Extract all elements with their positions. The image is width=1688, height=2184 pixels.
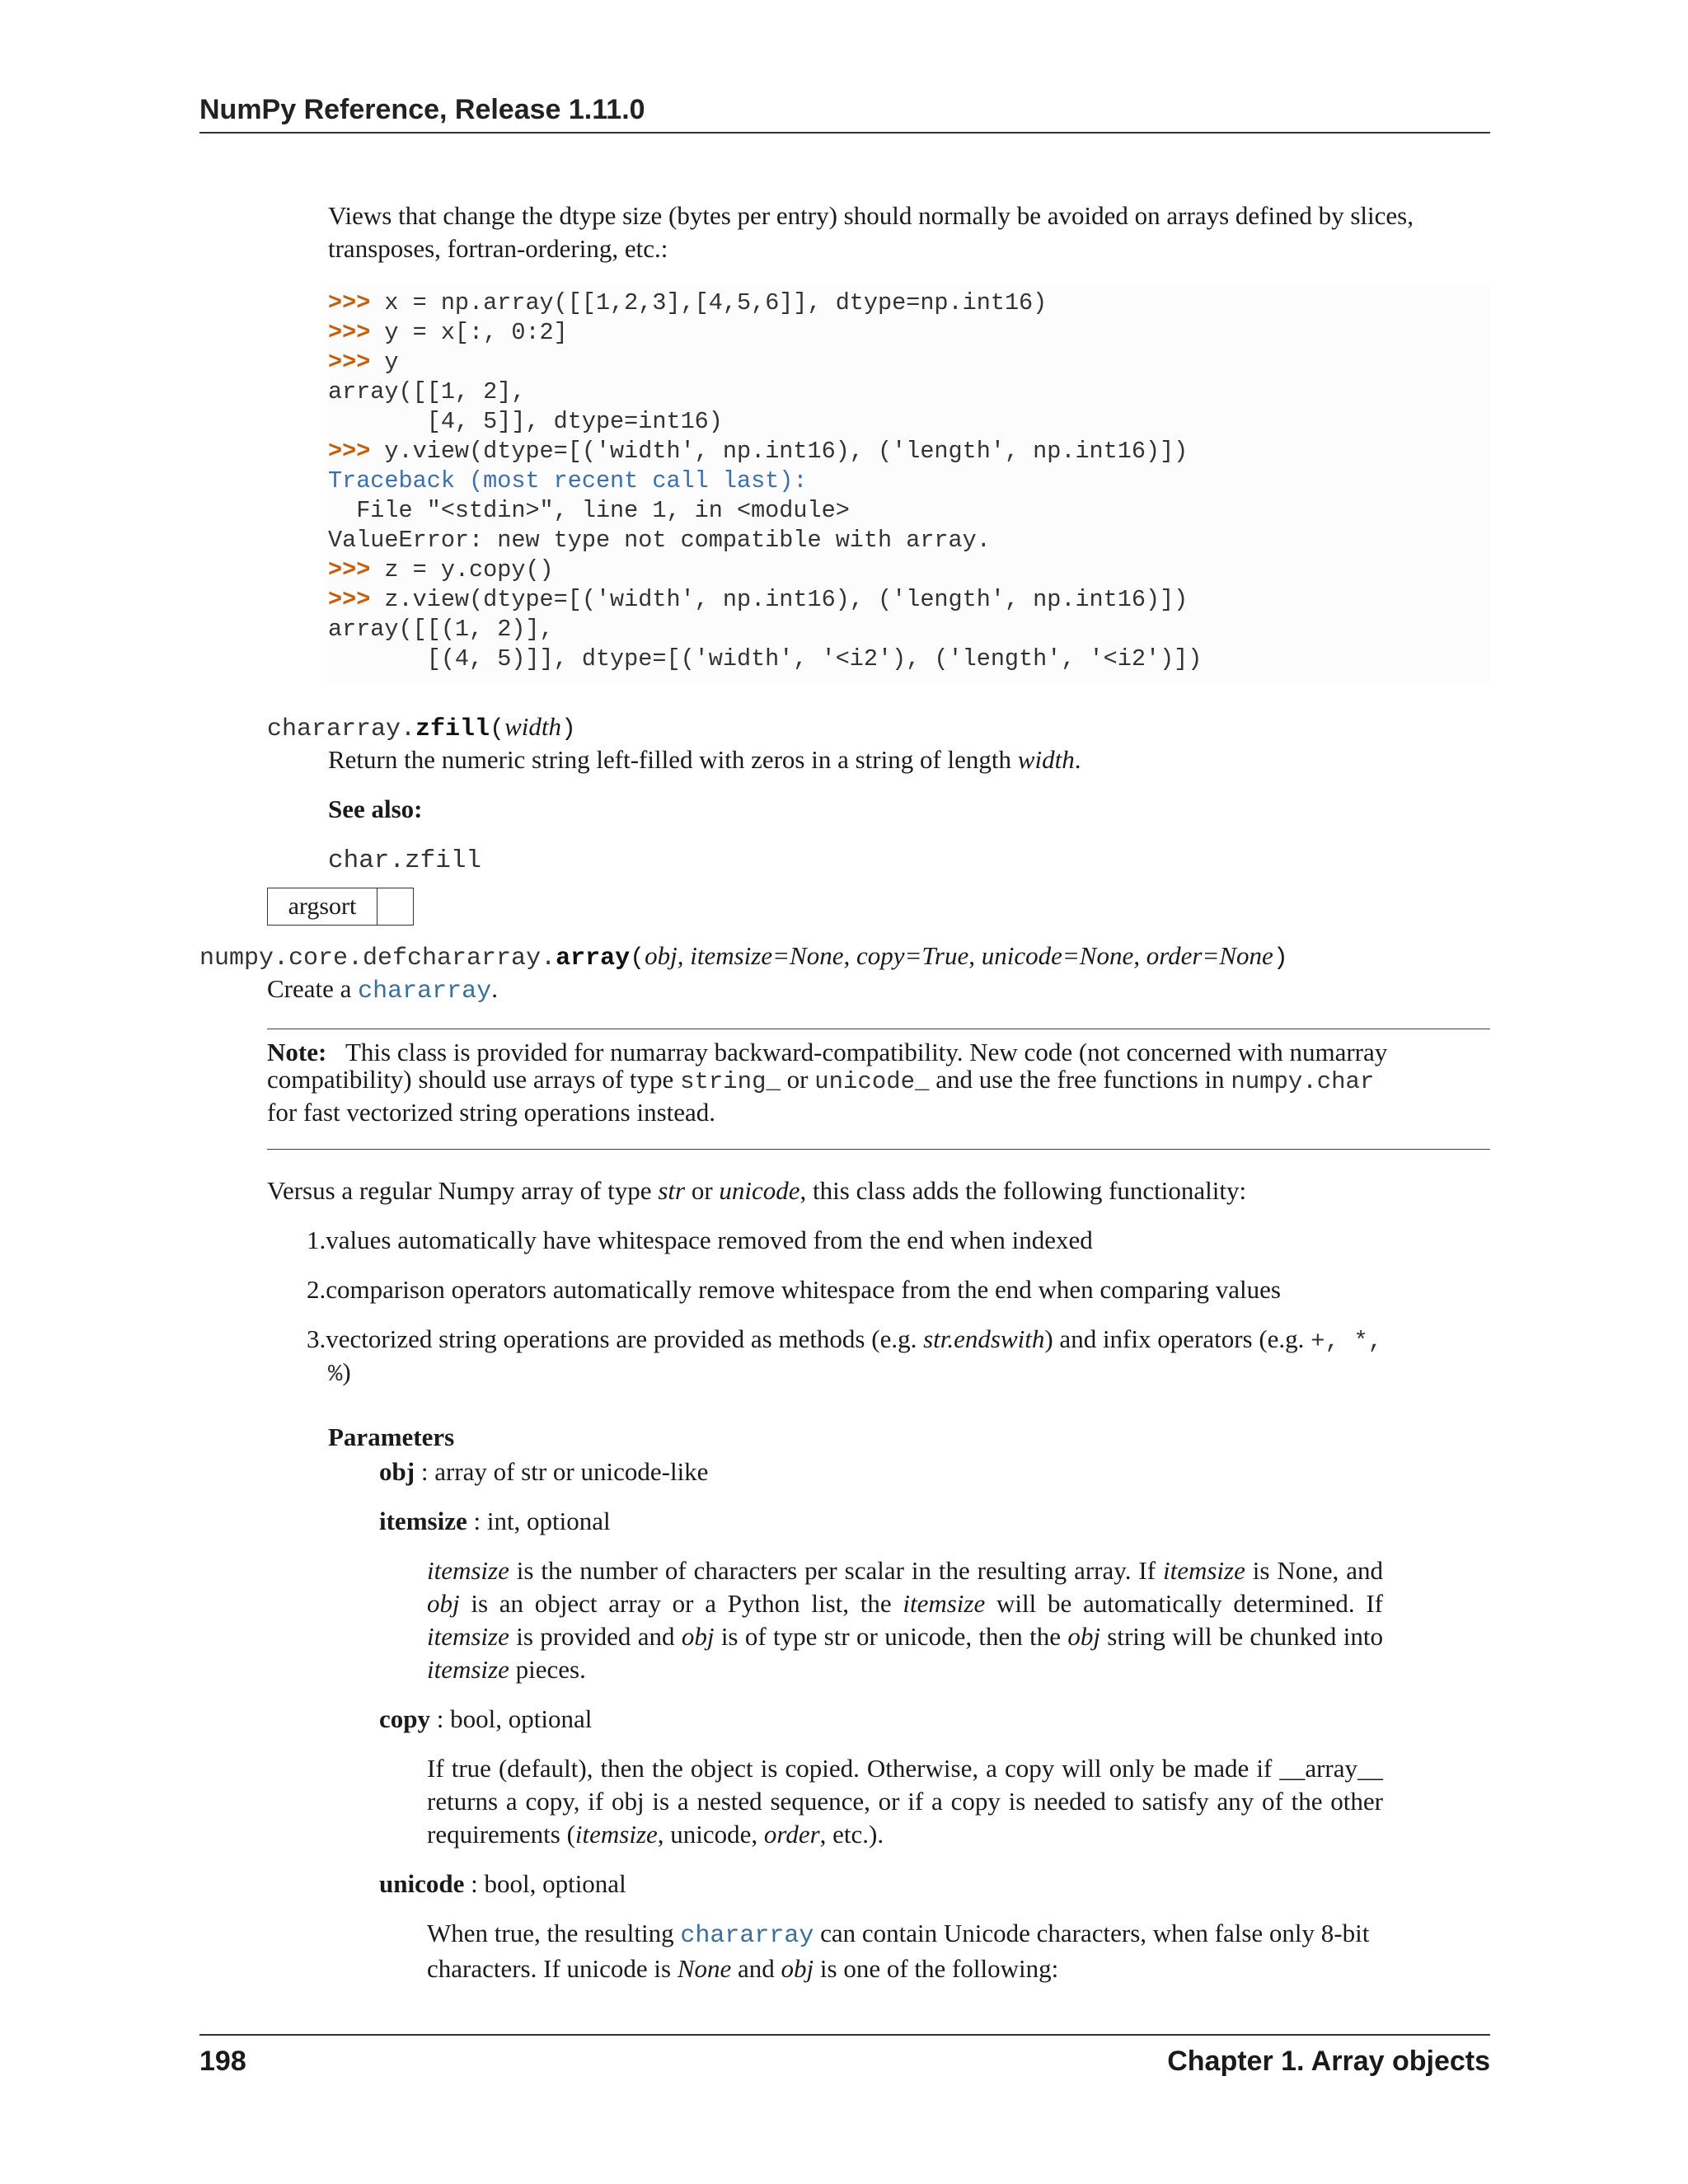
- argsort-table: [267, 888, 414, 926]
- intro-line-2: transposes, fortran-ordering, etc.:: [328, 234, 668, 263]
- versus-paragraph: Versus a regular Numpy array of type str or unicode, this class adds the following functionality:: [267, 1176, 1247, 1205]
- chapter-title: Chapter 1. Array objects: [1167, 2046, 1490, 2077]
- code-line: >>> y = x[:, 0:2]: [328, 319, 568, 346]
- list-item-continuation: %): [328, 1357, 351, 1388]
- intro-paragraph: [328, 199, 1498, 265]
- param-unicode: unicode : bool, optional: [379, 1869, 626, 1898]
- code-block: [328, 285, 1490, 684]
- intro-line-1: Views that change the dtype size (bytes per entry) should normally be avoided on arrays defined by slices,: [328, 201, 1414, 230]
- code-line: >>> z = y.copy(): [328, 556, 554, 583]
- note-line-2: compatibility) should use arrays of type string_ or unicode_ and use the free functions in numpy.char: [267, 1065, 1375, 1095]
- header-title: NumPy Reference, Release 1.11.0: [199, 94, 645, 125]
- list-item: 1.values automatically have whitespace removed from the end when indexed: [307, 1226, 1093, 1254]
- code-line: array([[(1, 2)],: [328, 616, 554, 643]
- argsort-cell: argsort: [268, 888, 377, 925]
- itemsize-description: itemsize is the number of characters per scalar in the resulting array. If itemsize is None, and obj is an object array or a Python list, the itemsize will be automatically determined. If itemsize is provided and obj is of type str or unicode, then the obj string will be chunked into itemsize pieces.: [427, 1556, 1383, 1684]
- see-also-heading: See also:: [328, 794, 423, 823]
- note-line-1: Note: This class is provided for numarray backward-compatibility. New code (not concerned with numarray: [267, 1038, 1388, 1066]
- page-header: [199, 92, 1490, 134]
- unicode-description: When true, the resulting chararray can contain Unicode characters, when false only 8-bit characters. If unicode is None and obj is one of the following:: [427, 1919, 1370, 1983]
- zfill-description: Return the numeric string left-filled with zeros in a string of length width.: [328, 745, 1081, 774]
- array-description: Create a chararray.: [267, 974, 498, 1005]
- note-line-3: for fast vectorized string operations instead.: [267, 1098, 716, 1127]
- page-number: 198: [199, 2046, 246, 2077]
- code-line: >>> y: [328, 349, 399, 376]
- code-line: array([[1, 2],: [328, 378, 526, 405]
- chararray-link[interactable]: chararray: [680, 1922, 814, 1950]
- parameters-heading: Parameters: [328, 1422, 455, 1451]
- array-name[interactable]: array: [556, 944, 631, 972]
- page-footer: [199, 2034, 1490, 2085]
- array-signature: numpy.core.defchararray.array(obj, itemsize=None, copy=True, unicode=None, order=None): [199, 941, 1288, 972]
- code-line: [4, 5]], dtype=int16): [328, 408, 723, 435]
- code-line: >>> z.view(dtype=[('width', np.int16), ('length', np.int16)]): [328, 586, 1189, 613]
- list-item: 2.comparison operators automatically remove whitespace from the end when comparing values: [307, 1275, 1281, 1304]
- see-also-link[interactable]: char.zfill: [328, 846, 482, 875]
- zfill-signature: chararray.zfill(width): [267, 712, 576, 743]
- code-line: File "<stdin>", line 1, in <module>: [328, 497, 850, 524]
- param-itemsize: itemsize : int, optional: [379, 1507, 611, 1535]
- code-line: >>> x = np.array([[1,2,3],[4,5,6]], dtype=np.int16): [328, 289, 1048, 316]
- param-copy: copy : bool, optional: [379, 1704, 593, 1733]
- zfill-name[interactable]: zfill: [415, 715, 490, 743]
- code-line-error: ValueError: new type not compatible with array.: [328, 527, 991, 554]
- code-line: [(4, 5)]], dtype=[('width', '<i2'), ('length', '<i2')]): [328, 645, 1203, 673]
- param-obj: obj : array of str or unicode-like: [379, 1457, 709, 1486]
- list-item: 3.vectorized string operations are provided as methods (e.g. str.endswith) and infix operators (e.g. +, *,: [307, 1324, 1383, 1355]
- note-box: [267, 1038, 1495, 1126]
- code-line: >>> y.view(dtype=[('width', np.int16), ('length', np.int16)]): [328, 438, 1189, 465]
- chararray-link[interactable]: chararray: [358, 977, 492, 1005]
- code-line-traceback: Traceback (most recent call last):: [328, 467, 808, 494]
- note-bottom-rule: [267, 1149, 1490, 1150]
- copy-description: If true (default), then the object is copied. Otherwise, a copy will only be made if __array__ returns a copy, if obj is a nested sequence, or if a copy is needed to satisfy any of the other requirements (itemsize, unicode, order, etc.).: [427, 1754, 1383, 1849]
